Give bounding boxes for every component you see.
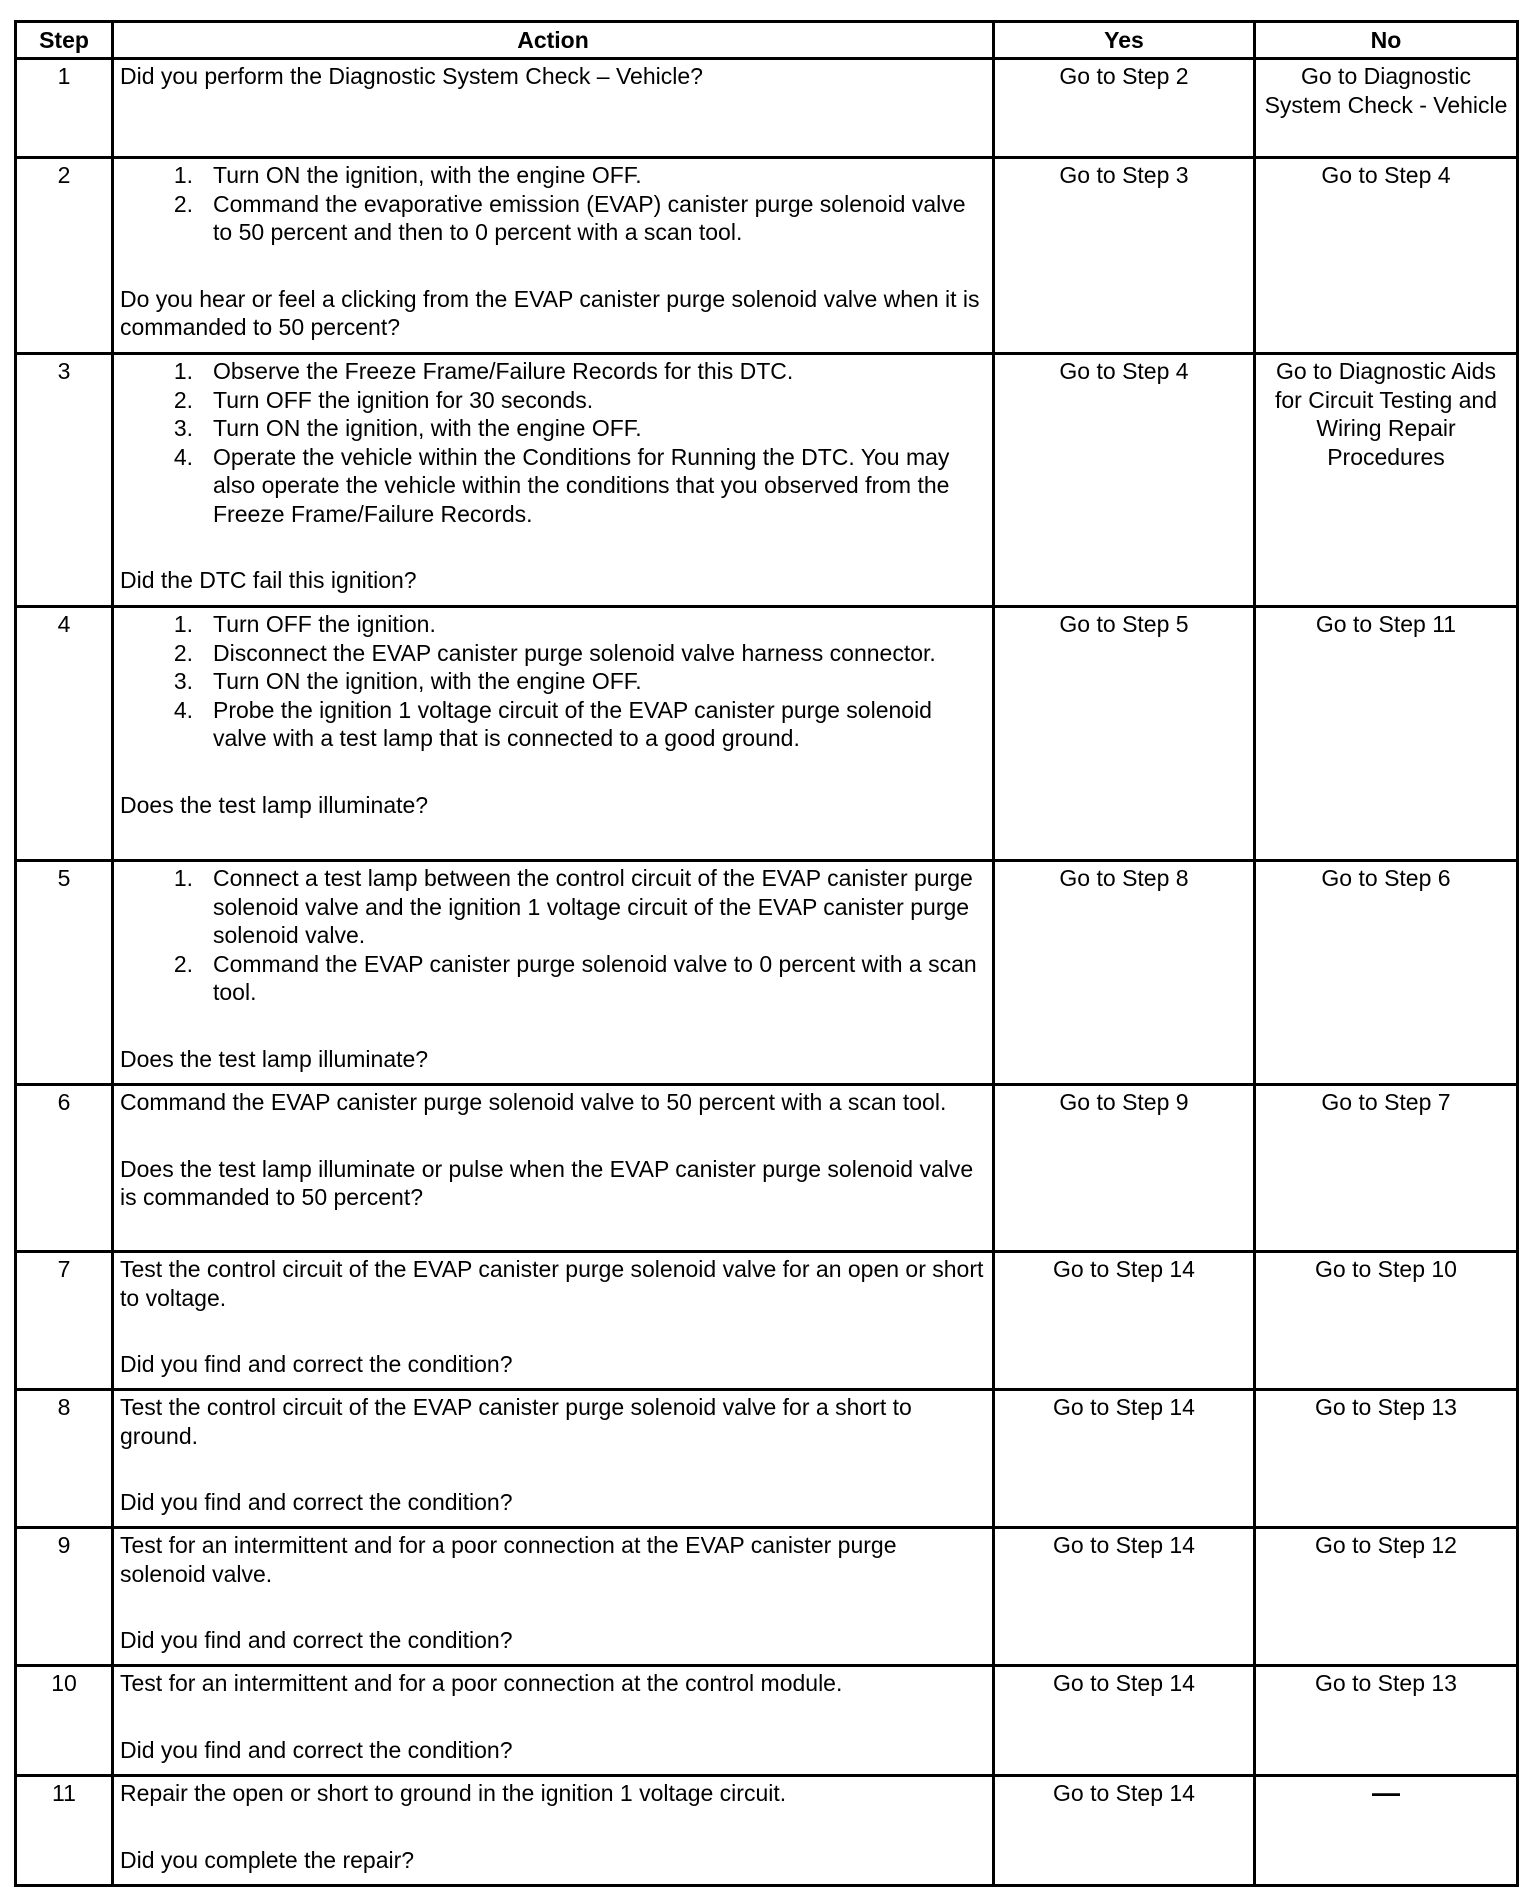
table-row-step-5 (16, 861, 1518, 1085)
yes-cell: Go to Step 4 (994, 354, 1255, 607)
item-number: 3. (173, 415, 193, 441)
no-cell: Go to Step 11 (1255, 607, 1518, 861)
action-question: Does the test lamp illuminate? (120, 1045, 429, 1072)
yes-cell: Go to Step 14 (994, 1528, 1255, 1666)
item-text: Turn OFF the ignition for 30 seconds. (213, 386, 594, 413)
action-instruction: Test for an intermittent and for a poor connection at the EVAP canister purge solenoid valve. (120, 1532, 897, 1587)
step-number: 1 (16, 59, 113, 158)
no-cell: Go to Step 7 (1255, 1085, 1518, 1252)
step-number: 11 (16, 1776, 113, 1886)
item-number: 1. (173, 162, 193, 188)
action-cell (113, 354, 994, 607)
item-number: 2. (173, 190, 193, 217)
procedure-item (120, 414, 986, 443)
action-instruction: Test for an intermittent and for a poor connection at the control module. (120, 1670, 843, 1696)
step-number: 10 (16, 1666, 113, 1776)
no-cell: Go to Step 10 (1255, 1252, 1518, 1390)
table-row-step-1 (16, 59, 1518, 158)
action-question: Did you find and correct the condition? (120, 1489, 513, 1515)
item-number: 2. (173, 950, 193, 977)
action-question: Did you perform the Diagnostic System Check – Vehicle? (120, 63, 703, 89)
item-text: Observe the Freeze Frame/Failure Records for this DTC. (213, 358, 794, 384)
action-cell (113, 607, 994, 861)
table-row-step-9 (16, 1528, 1518, 1666)
header-action: Action (113, 22, 994, 59)
diagnostic-table (14, 20, 1519, 1887)
spacer (120, 247, 986, 285)
step-number: 8 (16, 1390, 113, 1528)
header-step: Step (16, 22, 113, 59)
table-row-step-3 (16, 354, 1518, 607)
procedure-item (120, 950, 986, 1007)
table-row-step-10 (16, 1666, 1518, 1776)
item-text: Turn OFF the ignition. (213, 611, 436, 637)
header-no: No (1255, 22, 1518, 59)
step-number: 7 (16, 1252, 113, 1390)
step-number: 5 (16, 861, 113, 1085)
spacer (120, 1312, 986, 1350)
item-text: Connect a test lamp between the control circuit of the EVAP canister purge solenoid valve and the ignition 1 voltage circuit of the EVAP canister purge solenoid valve. (213, 865, 973, 948)
action-cell (113, 59, 994, 158)
step-number: 9 (16, 1528, 113, 1666)
yes-cell: Go to Step 2 (994, 59, 1255, 158)
item-text: Turn ON the ignition, with the engine OFF. (213, 415, 642, 441)
diagnostic-page (14, 20, 1516, 1887)
action-question: Does the test lamp illuminate? (120, 791, 429, 818)
spacer (120, 1117, 986, 1155)
yes-cell: Go to Step 8 (994, 861, 1255, 1085)
action-cell (113, 158, 994, 354)
action-question: Did you find and correct the condition? (120, 1627, 513, 1653)
step-number: 4 (16, 607, 113, 861)
item-text: Command the evaporative emission (EVAP) canister purge solenoid valve to 50 percent and then to 0 percent with a scan tool. (213, 190, 966, 245)
action-question: Does the test lamp illuminate or pulse when the EVAP canister purge solenoid valve is commanded to 50 percent? (120, 1155, 974, 1210)
action-question: Did you complete the repair? (120, 1846, 415, 1873)
item-text: Disconnect the EVAP canister purge solenoid valve harness connector. (213, 639, 936, 666)
procedure-item (120, 667, 986, 696)
yes-cell: Go to Step 14 (994, 1666, 1255, 1776)
step-number: 2 (16, 158, 113, 354)
procedure-item (120, 610, 986, 639)
yes-cell: Go to Step 3 (994, 158, 1255, 354)
action-instruction: Repair the open or short to ground in the ignition 1 voltage circuit. (120, 1780, 787, 1806)
procedure-list (120, 610, 986, 753)
action-cell (113, 1390, 994, 1528)
table-row-step-2 (16, 158, 1518, 354)
item-number: 1. (173, 611, 193, 637)
yes-cell: Go to Step 5 (994, 607, 1255, 861)
item-text: Command the EVAP canister purge solenoid valve to 0 percent with a scan tool. (213, 950, 977, 1005)
procedure-item (120, 357, 986, 386)
yes-cell: Go to Step 14 (994, 1776, 1255, 1886)
item-number: 1. (173, 358, 193, 384)
procedure-item (120, 639, 986, 668)
procedure-list (120, 161, 986, 247)
action-cell (113, 1528, 994, 1666)
step-number: 3 (16, 354, 113, 607)
no-cell: Go to Step 6 (1255, 861, 1518, 1085)
yes-cell: Go to Step 14 (994, 1390, 1255, 1528)
action-question: Did you find and correct the condition? (120, 1736, 513, 1763)
spacer (120, 1698, 986, 1736)
action-cell (113, 1085, 994, 1252)
no-cell: Go to Diagnostic System Check - Vehicle (1255, 59, 1518, 158)
action-instruction: Test the control circuit of the EVAP canister purge solenoid valve for an open or short to voltage. (120, 1256, 984, 1311)
yes-cell: Go to Step 9 (994, 1085, 1255, 1252)
no-cell: Go to Step 13 (1255, 1666, 1518, 1776)
table-row-step-4 (16, 607, 1518, 861)
spacer (120, 1808, 986, 1846)
item-text: Probe the ignition 1 voltage circuit of the EVAP canister purge solenoid valve with a test lamp that is connected to a good ground. (213, 696, 932, 751)
procedure-item (120, 696, 986, 753)
spacer (120, 528, 986, 566)
procedure-item (120, 864, 986, 950)
item-number: 4. (173, 696, 193, 723)
procedure-item (120, 161, 986, 190)
item-number: 2. (173, 639, 193, 666)
step-number: 6 (16, 1085, 113, 1252)
item-number: 3. (173, 668, 193, 694)
no-cell: Go to Diagnostic Aids for Circuit Testing and Wiring Repair Procedures (1255, 354, 1518, 607)
table-row-step-11 (16, 1776, 1518, 1886)
item-number: 4. (173, 443, 193, 470)
header-yes: Yes (994, 22, 1255, 59)
item-number: 1. (173, 865, 193, 891)
table-row-step-7 (16, 1252, 1518, 1390)
action-cell (113, 1776, 994, 1886)
spacer (120, 1588, 986, 1626)
action-cell (113, 861, 994, 1085)
table-row-step-8 (16, 1390, 1518, 1528)
item-number: 2. (173, 386, 193, 413)
action-cell (113, 1252, 994, 1390)
action-question: Do you hear or feel a clicking from the EVAP canister purge solenoid valve when it is commanded to 50 percent? (120, 285, 980, 340)
no-cell: — (1255, 1776, 1518, 1886)
action-instruction: Command the EVAP canister purge solenoid valve to 50 percent with a scan tool. (120, 1089, 947, 1115)
no-cell: Go to Step 4 (1255, 158, 1518, 354)
spacer (120, 753, 986, 791)
item-text: Turn ON the ignition, with the engine OFF. (213, 162, 642, 188)
procedure-item (120, 443, 986, 529)
yes-cell: Go to Step 14 (994, 1252, 1255, 1390)
procedure-item (120, 386, 986, 415)
no-cell: Go to Step 13 (1255, 1390, 1518, 1528)
spacer (120, 1450, 986, 1488)
action-question: Did you find and correct the condition? (120, 1351, 513, 1377)
action-question: Did the DTC fail this ignition? (120, 567, 417, 593)
no-cell: Go to Step 12 (1255, 1528, 1518, 1666)
item-text: Turn ON the ignition, with the engine OFF. (213, 668, 642, 694)
spacer (120, 1007, 986, 1045)
table-row-step-6 (16, 1085, 1518, 1252)
procedure-list (120, 864, 986, 1007)
action-instruction: Test the control circuit of the EVAP canister purge solenoid valve for a short to ground. (120, 1394, 912, 1449)
item-text: Operate the vehicle within the Conditions for Running the DTC. You may also operate the vehicle within the conditions that you observed from the Freeze Frame/Failure Records. (213, 443, 950, 527)
table-header-row (16, 22, 1518, 59)
action-cell (113, 1666, 994, 1776)
procedure-item (120, 190, 986, 247)
procedure-list (120, 357, 986, 528)
